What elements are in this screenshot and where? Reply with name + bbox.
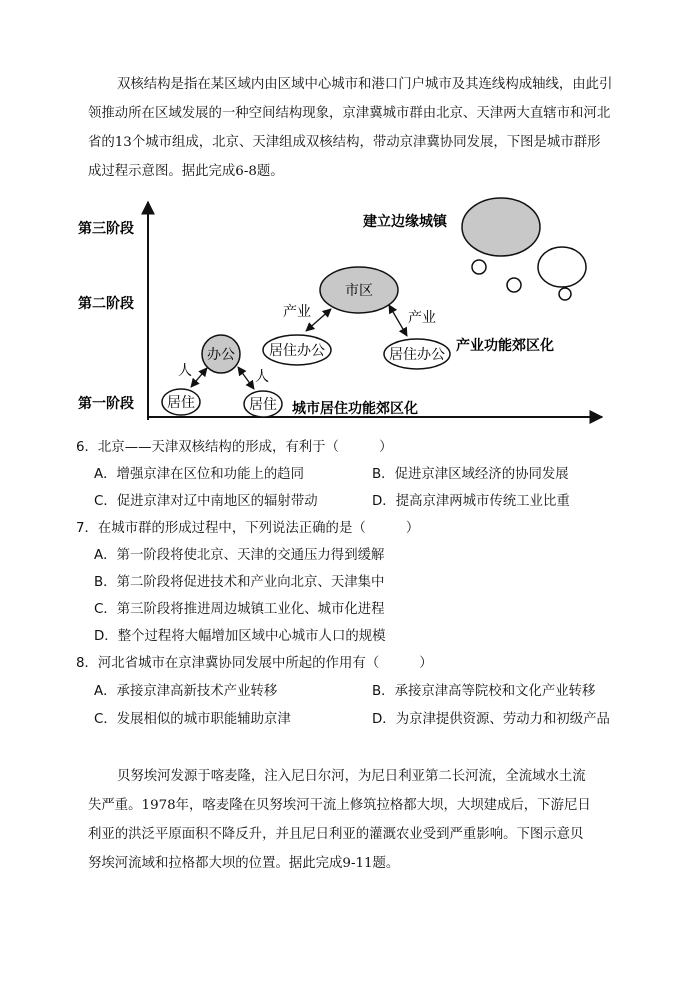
intro-line: 利亚的洪泛平原面积不降反升，并且尼日利亚的灌溉农业受到严重影响。下图示意贝: [88, 827, 584, 842]
intro-paragraph-2: [88, 762, 628, 878]
edge-town-1: [472, 260, 486, 274]
intro-line: 成过程示意图。据此完成6-8题。: [88, 164, 284, 179]
question-8-option-b[interactable]: B．承接京津高等院校和文化产业转移: [372, 684, 596, 699]
caption-stage2: 产业功能郊区化: [456, 338, 554, 354]
y-label-stage2: 第二阶段: [78, 296, 134, 312]
question-8-option-d[interactable]: D．为京津提供资源、劳动力和初级产品: [372, 712, 610, 727]
residence-label-2: 居住: [249, 397, 277, 413]
question-7-option-d[interactable]: D．整个过程将大幅增加区域中心城市人口的规模: [94, 629, 386, 644]
intro-line: 领推动所在区域发展的一种空间结构现象，京津冀城市群由北京、天津两大直辖市和河北: [88, 106, 611, 121]
question-7-option-a[interactable]: A．第一阶段将使北京、天津的交通压力得到缓解: [94, 548, 385, 563]
live-office-label-2: 居住办公: [389, 347, 445, 363]
intro-paragraph-1: [88, 70, 628, 186]
question-7-option-c[interactable]: C．第三阶段将推进周边城镇工业化、城市化进程: [94, 602, 385, 617]
edge-town-4: [559, 288, 571, 300]
intro-line: 失严重。1978年，喀麦隆在贝努埃河干流上修筑拉格都大坝，大坝建成后，下游尼日: [88, 798, 591, 813]
arrow-label-people-1: 人: [178, 363, 192, 379]
arrow-label-people-2: 人: [255, 369, 269, 385]
caption-stage1: 城市居住功能郊区化: [292, 401, 418, 417]
intro-line: 省的13个城市组成，北京、天津组成双核结构，带动京津冀协同发展，下图是城市群形: [88, 135, 601, 150]
edge-town-2: [507, 278, 521, 292]
edge-town-3: [538, 247, 586, 287]
intro-line: 双核结构是指在某区域内由区域中心城市和港口门户城市及其连线构成轴线，由此引: [117, 77, 613, 92]
arrow-people-2: [238, 367, 254, 389]
arrow-label-industry-2: 产业: [408, 310, 436, 326]
intro-line: 贝努埃河发源于喀麦隆，注入尼日尔河，为尼日利亚第二长河流，全流域水土流: [117, 769, 586, 784]
intro-line: 努埃河流域和拉格都大坝的位置。据此完成9-11题。: [88, 856, 400, 871]
live-office-label-1: 居住办公: [269, 343, 325, 359]
arrow-label-industry-1: 产业: [283, 304, 311, 320]
residence-label-1: 居住: [167, 395, 195, 411]
core-city-ellipse: [462, 198, 540, 256]
question-7-stem: 7．在城市群的形成过程中，下列说法正确的是（ ）: [76, 521, 420, 536]
question-8-option-c[interactable]: C．发展相似的城市职能辅助京津: [94, 712, 291, 727]
city-cluster-diagram: [70, 188, 610, 426]
y-label-stage3: 第三阶段: [78, 221, 134, 237]
question-8-stem: 8．河北省城市在京津冀协同发展中所起的作用有（ ）: [76, 656, 433, 671]
question-6-option-d[interactable]: D．提高京津两城市传统工业比重: [372, 494, 570, 509]
office-label: 办公: [207, 347, 235, 363]
y-label-stage1: 第一阶段: [78, 396, 134, 412]
city-district-label: 市区: [345, 283, 373, 299]
question-6-option-c[interactable]: C．促进京津对辽中南地区的辐射带动: [94, 494, 318, 509]
question-6-option-a[interactable]: A．增强京津在区位和功能上的趋同: [94, 467, 305, 482]
arrow-industry-2: [389, 305, 407, 336]
question-8-option-a[interactable]: A．承接京津高新技术产业转移: [94, 684, 278, 699]
caption-stage3: 建立边缘城镇: [363, 214, 447, 230]
arrow-people-1: [191, 368, 207, 387]
question-7-option-b[interactable]: B．第二阶段将促进技术和产业向北京、天津集中: [94, 575, 385, 590]
question-6-stem: 6．北京——天津双核结构的形成，有利于（ ）: [76, 440, 393, 455]
question-6-option-b[interactable]: B．促进京津区域经济的协同发展: [372, 467, 569, 482]
